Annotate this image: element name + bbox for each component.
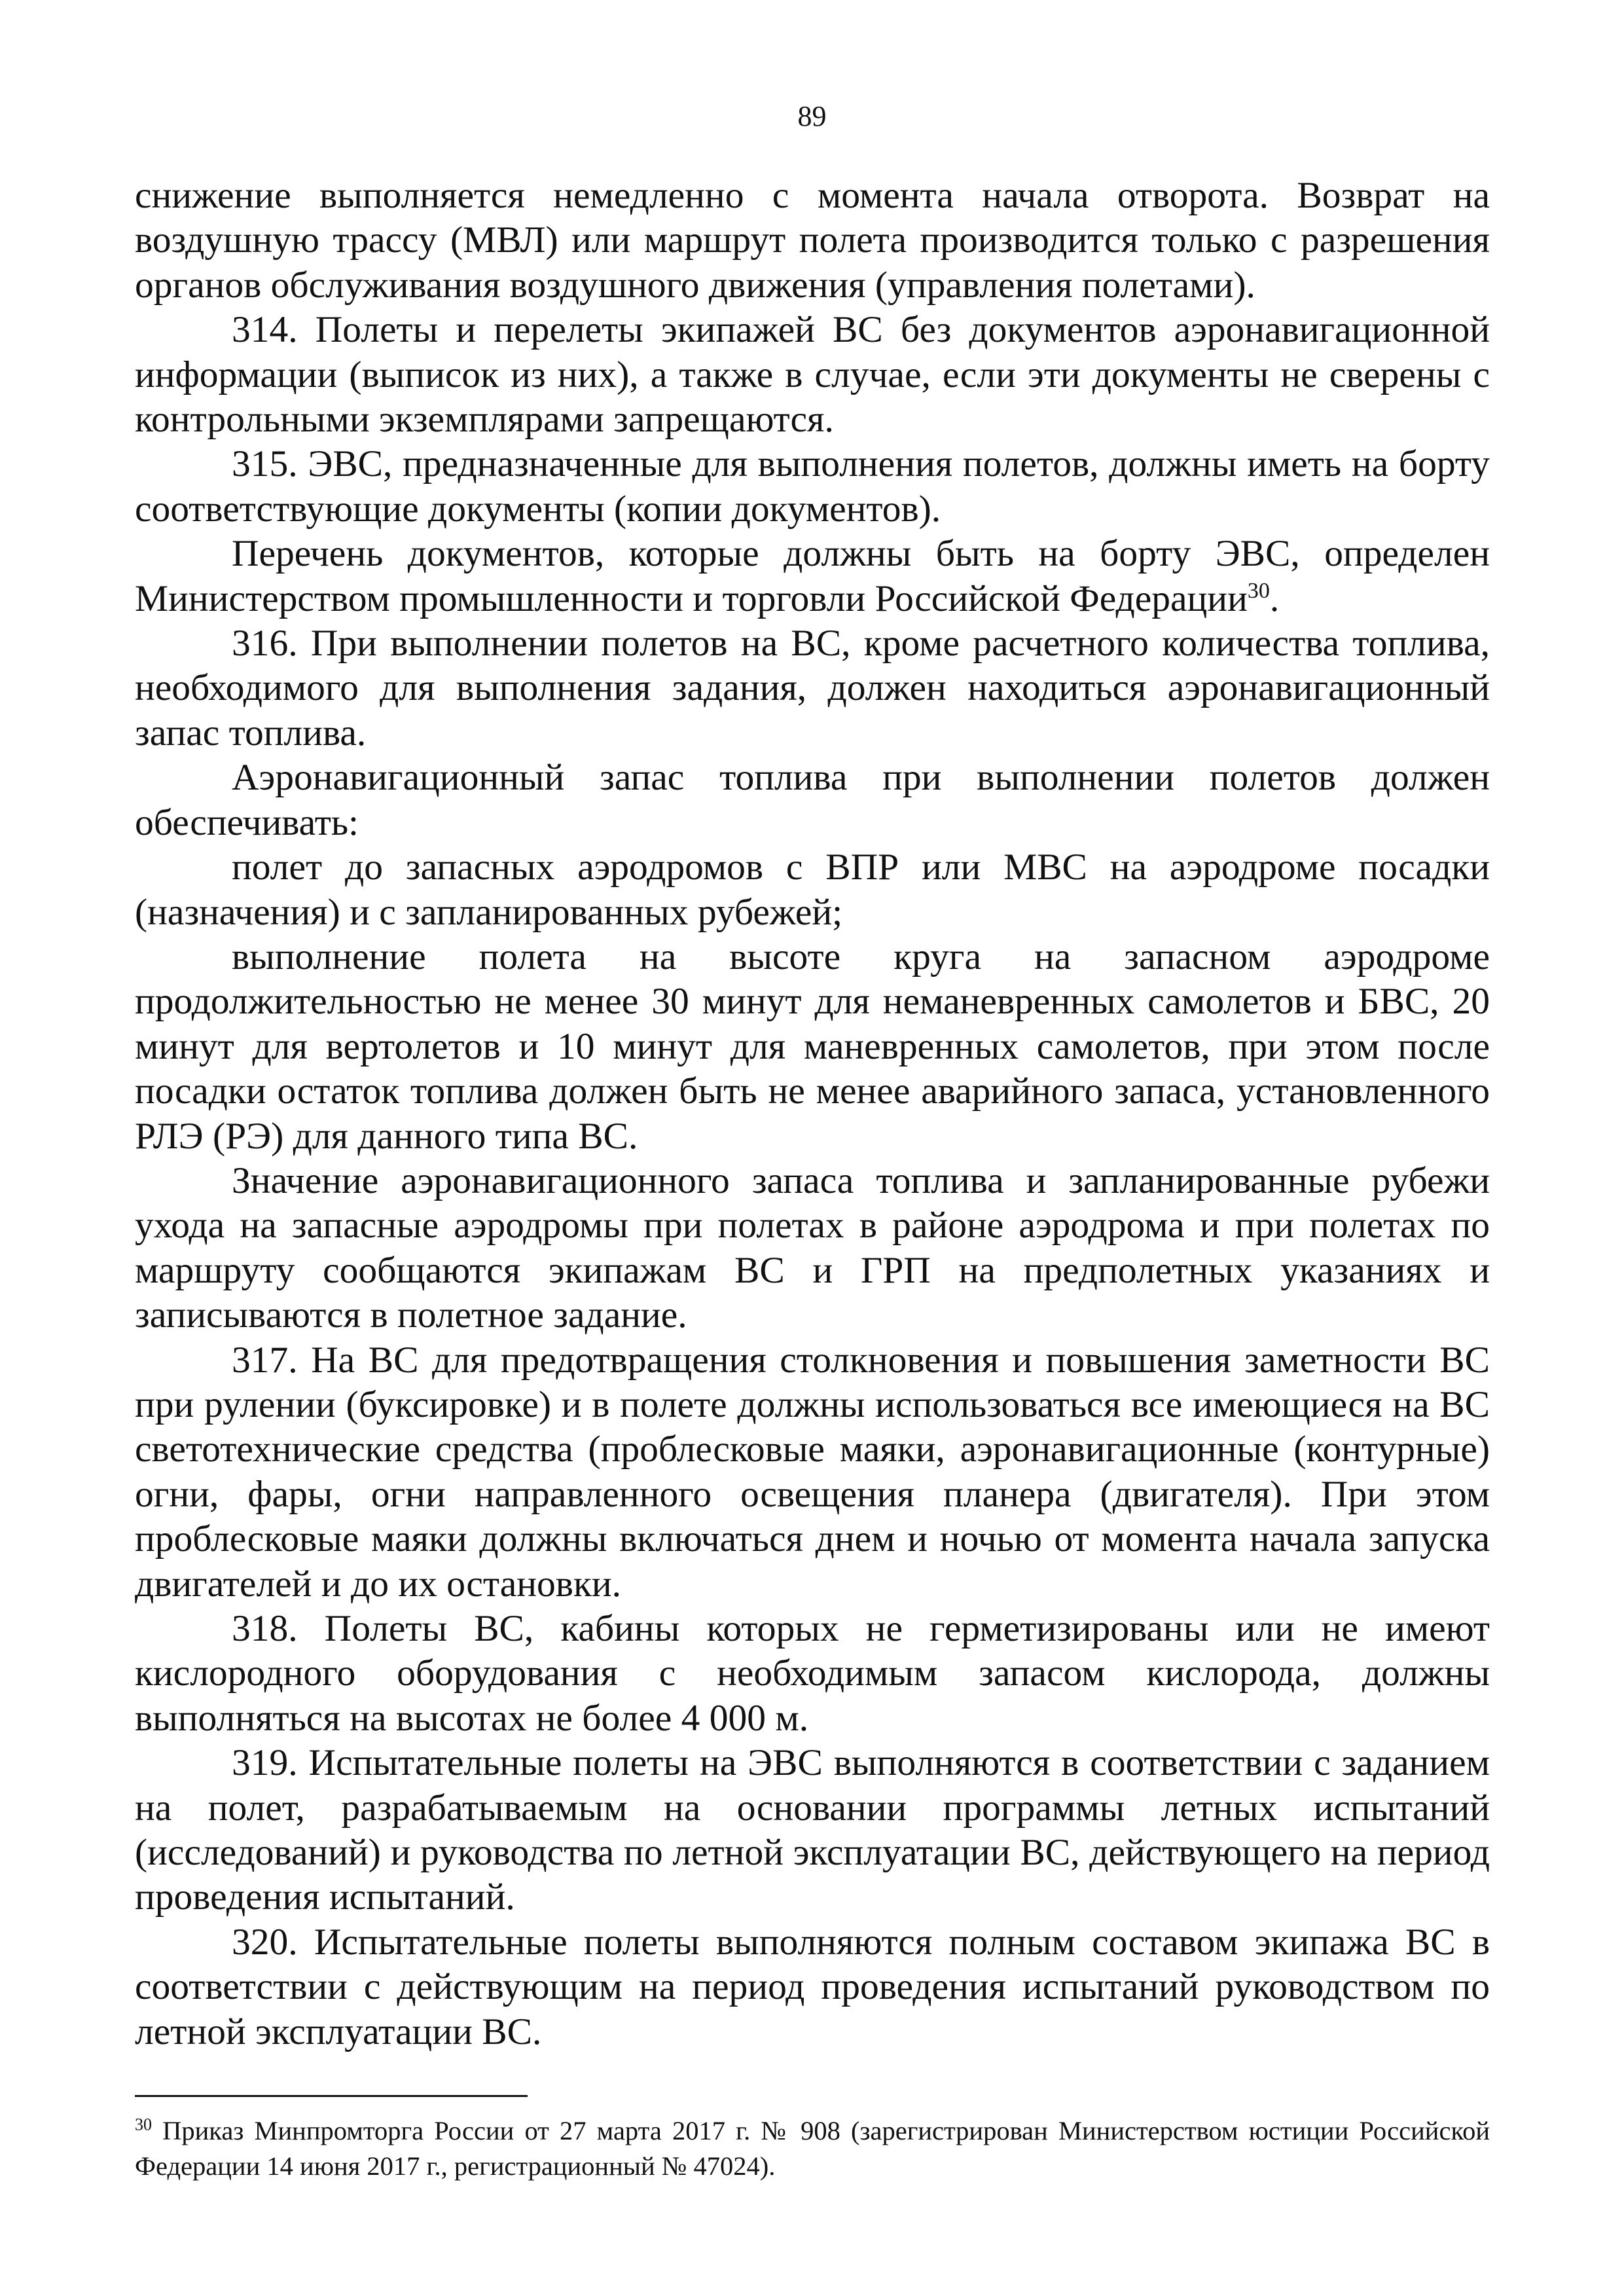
- footnote-reference-period: .: [1269, 577, 1280, 619]
- paragraph-318: 318. Полеты ВС, кабины которых не герметизированы или не имеют кислородного оборудования с необходимым запасом кислорода, должны выполняться на высотах не более 4 000 м.: [135, 1608, 1490, 1739]
- paragraph-315: 315. ЭВС, предназначенные для выполнения полетов, должны иметь на борту соответствующие документы (копии документов).: [135, 443, 1490, 530]
- footnote-text: Приказ Минпромторга России от 27 марта 2017 г. № 908 (зарегистрирован Министерством юстиции Российской Федерации 14 июня 2017 г., регистрационный № 47024).: [135, 2116, 1490, 2181]
- paragraph-314: 314. Полеты и перелеты экипажей ВС без документов аэронавигационной информации (выписок из них), а также в случае, если эти документы не сверены с контрольными экземплярами запрещаются.: [135, 309, 1490, 441]
- paragraph-alternate-flight: полет до запасных аэродромов с ВПР или МВС на аэродроме посадки (назначения) и с запланированных рубежей;: [135, 847, 1490, 933]
- paragraph-fuel-reserve: Аэронавигационный запас топлива при выполнении полетов должен обеспечивать:: [135, 757, 1490, 843]
- footnote-reference[interactable]: 30: [1247, 578, 1270, 603]
- paragraph-317: 317. На ВС для предотвращения столкновения и повышения заметности ВС при рулении (буксировке) и в полете должны использоваться все имеющиеся на ВС светотехнические средства (проблесковые маяки, аэронавигационные (контурные) огни, фары, огни направленного освещения планера (двигателя). При этом проблесковые маяки должны включаться днем и ночью от момента начала запуска двигателей и до их остановки.: [135, 1339, 1490, 1605]
- page-number: 89: [797, 100, 827, 132]
- paragraph-reserve-value: Значение аэронавигационного запаса топлива и запланированные рубежи ухода на запасные аэродромы при полетах в районе аэродрома и при полетах по маршруту сообщаются экипажам ВС и ГРП на предполетных указаниях и записываются в полетное задание.: [135, 1159, 1490, 1336]
- body-text: [135, 173, 1490, 2054]
- paragraph-circuit-flight: выполнение полета на высоте круга на запасном аэродроме продолжительностью не менее 30 минут для неманевренных самолетов и БВС, 20 минут для вертолетов и 10 минут для маневренных самолетов, при этом после посадки остаток топлива должен быть не менее аварийного запаса, установленного РЛЭ (РЭ) для данного типа ВС.: [135, 936, 1490, 1157]
- paragraph-continuation: снижение выполняется немедленно с момента начала отворота. Возврат на воздушную трассу (МВЛ) или маршрут полета производится только с разрешения органов обслуживания воздушного движения (управления полетами).: [135, 175, 1490, 306]
- paragraph-documents-list-text: Перечень документов, которые должны быть на борту ЭВС, определен Министерством промышленности и торговли Российской Федерации: [135, 533, 1490, 619]
- paragraph-319: 319. Испытательные полеты на ЭВС выполняются в соответствии с заданием на полет, разрабатываемым на основании программы летных испытаний (исследований) и руководства по летной эксплуатации ВС, действующего на период проведения испытаний.: [135, 1742, 1490, 1918]
- paragraph-documents-list: [135, 532, 1490, 621]
- footnote-marker: 30: [135, 2115, 152, 2134]
- footnote-divider: [135, 2095, 528, 2097]
- footnote: [135, 2113, 1490, 2184]
- paragraph-320: 320. Испытательные полеты выполняются полным составом экипажа ВС в соответствии с действующим на период проведения испытаний руководством по летной эксплуатации ВС.: [135, 1921, 1490, 2052]
- paragraph-316: 316. При выполнении полетов на ВС, кроме расчетного количества топлива, необходимого для выполнения задания, должен находиться аэронавигационный запас топлива.: [135, 623, 1490, 754]
